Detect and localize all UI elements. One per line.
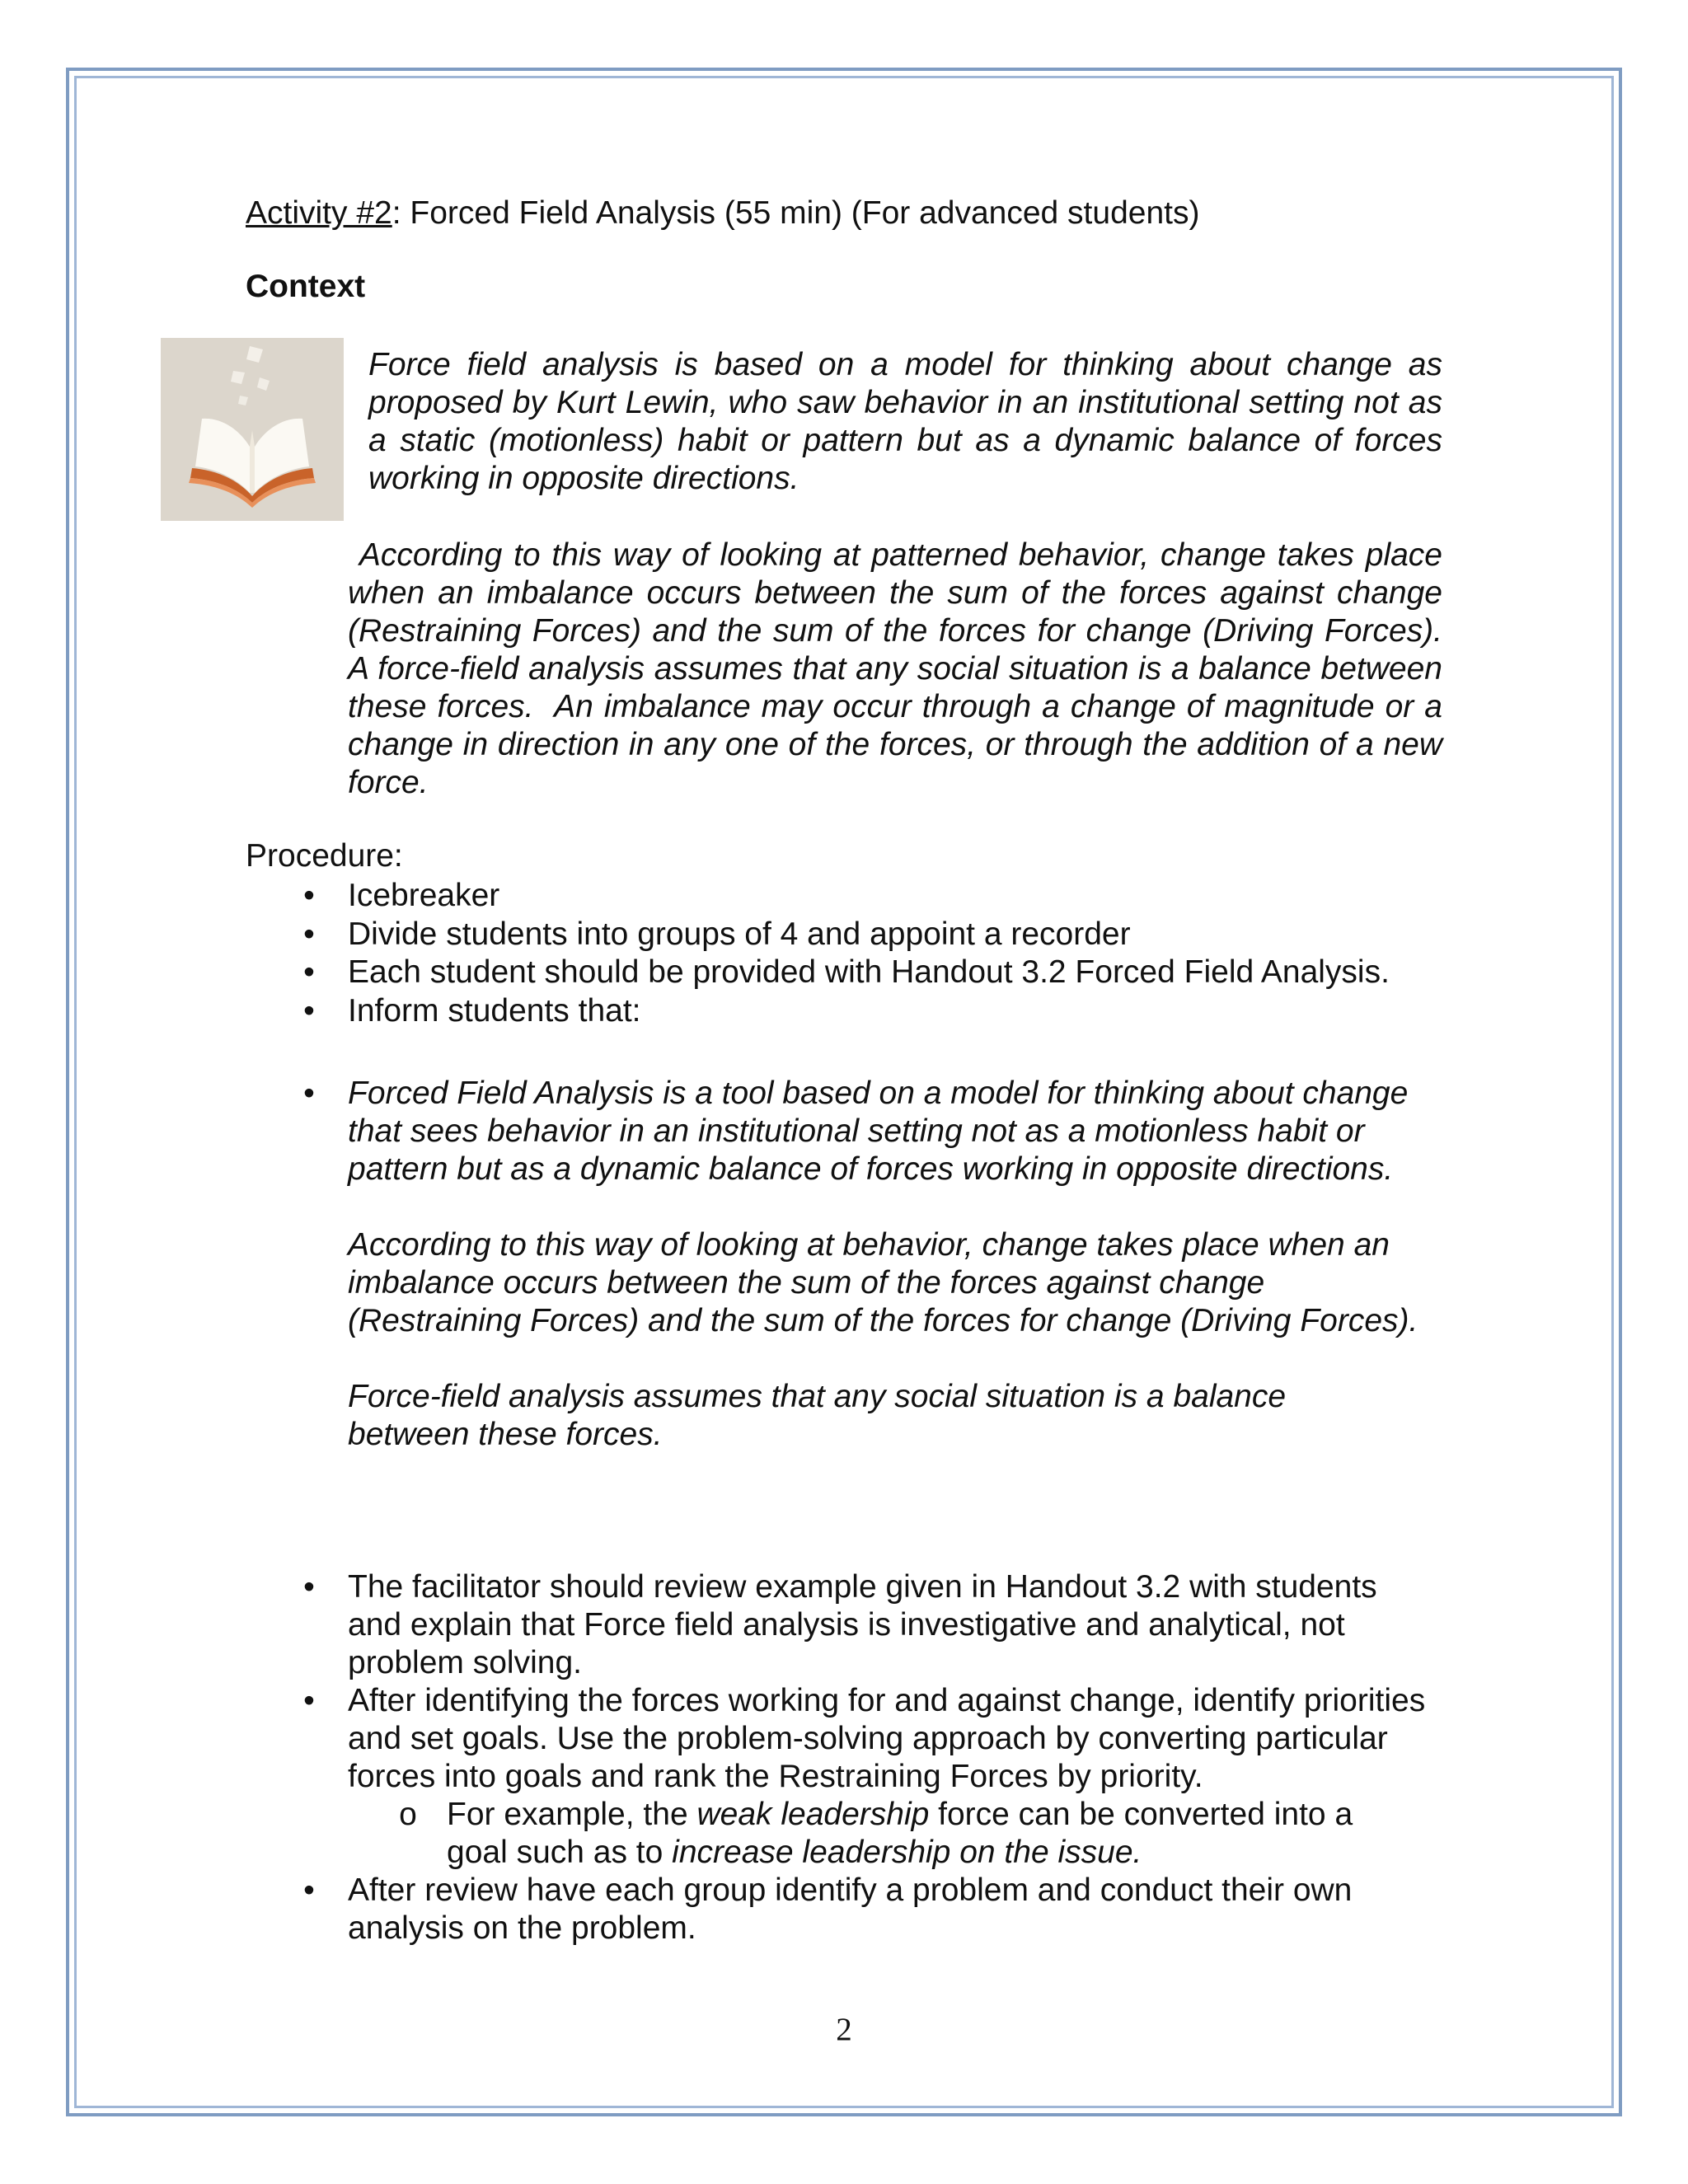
- list-item: [303, 1682, 1436, 1796]
- inform-paragraph-1: Forced Field Analysis is a tool based on a model for thinking about change that sees behavior in an institutional setting not as a motionless habit or pattern but as a dynamic balance of forces working in opposite directions.: [348, 1076, 1409, 1187]
- list-item: [303, 1872, 1419, 1947]
- open-book-icon: [161, 338, 344, 521]
- list-item: [303, 916, 1502, 954]
- list-item: [303, 954, 1502, 992]
- context-paragraph-1: Force field analysis is based on a model for thinking about change as proposed by Kurt Lewin, who saw behavior in an institutional setting not as a static (motionless) habit or pattern but as a dynamic balance of forces working in opposite directions.: [368, 347, 1442, 496]
- step-text: Inform students that:: [348, 992, 641, 1029]
- step-text: Icebreaker: [348, 878, 500, 913]
- example-text-3: force can be converted into a goal such as to: [447, 1797, 1353, 1870]
- bullet-disc: •: [303, 992, 315, 1029]
- activity-heading: [246, 194, 1441, 232]
- bullet-disc: •: [303, 916, 315, 952]
- step-text: Each student should be provided with Handout 3.2 Forced Field Analysis.: [348, 954, 1390, 990]
- book-illustration: [161, 338, 344, 521]
- inform-block: [303, 1075, 1436, 1454]
- bullet-disc: •: [303, 1076, 315, 1111]
- procedure-steps-list: [303, 877, 1502, 1030]
- activity-title-underlined: Activity #2: [246, 195, 392, 231]
- activity-title-rest: : Forced Field Analysis (55 min) (For advanced students): [392, 195, 1200, 231]
- bullet-disc: •: [303, 954, 315, 990]
- bullet-disc: •: [303, 1872, 315, 1908]
- context-paragraph-2: According to this way of looking at patterned behavior, change takes place when an imbalance occurs between the sum of the forces against change (Restraining Forces) and the sum of the forces for change (Driving Forces). A force-field analysis assumes that any social situation is a balance between these forces. An imbalance may occur through a change of magnitude or a change in direction in any one of the forces, or through the addition of a new force.: [348, 537, 1461, 800]
- bullet-circle: o: [399, 1797, 417, 1832]
- inform-paragraph-2: According to this way of looking at behavior, change takes place when an imbalance occurs between the sum of the forces against change (Restraining Forces) and the sum of the forces for change (Driving Forces).: [348, 1227, 1418, 1338]
- inform-paragraph-3: Force-field analysis assumes that any social situation is a balance between these forces.: [348, 1379, 1287, 1452]
- context-heading: Context: [246, 269, 366, 304]
- bullet-disc: •: [303, 1683, 315, 1718]
- list-item: [303, 877, 1502, 916]
- list-item: [303, 992, 1502, 1031]
- list-item: [303, 1568, 1419, 1682]
- sub-list-item: [399, 1796, 1395, 1872]
- step-text: Divide students into groups of 4 and appoint a recorder: [348, 916, 1131, 952]
- after-review-step-text: After review have each group identify a problem and conduct their own analysis on the problem.: [348, 1872, 1353, 1946]
- page-number: 2: [836, 2012, 852, 2047]
- review-step-text: The facilitator should review example given in Handout 3.2 with students and explain that Force field analysis is investigative and analytical, not problem solving.: [348, 1569, 1377, 1680]
- bullet-disc: •: [303, 1569, 315, 1605]
- bullet-disc: •: [303, 878, 315, 913]
- example-text-1: For example, the: [447, 1797, 697, 1832]
- identify-step-text: After identifying the forces working for and against change, identify priorities and set goals. Use the problem-solving approach by converting particular forces into goals and rank the Restraining Forces by priority.: [348, 1683, 1426, 1794]
- procedure-heading: Procedure:: [246, 838, 403, 874]
- later-steps: [303, 1568, 1436, 1947]
- example-text-4: increase leadership on the issue.: [672, 1835, 1142, 1870]
- example-text-2: weak leadership: [696, 1797, 930, 1832]
